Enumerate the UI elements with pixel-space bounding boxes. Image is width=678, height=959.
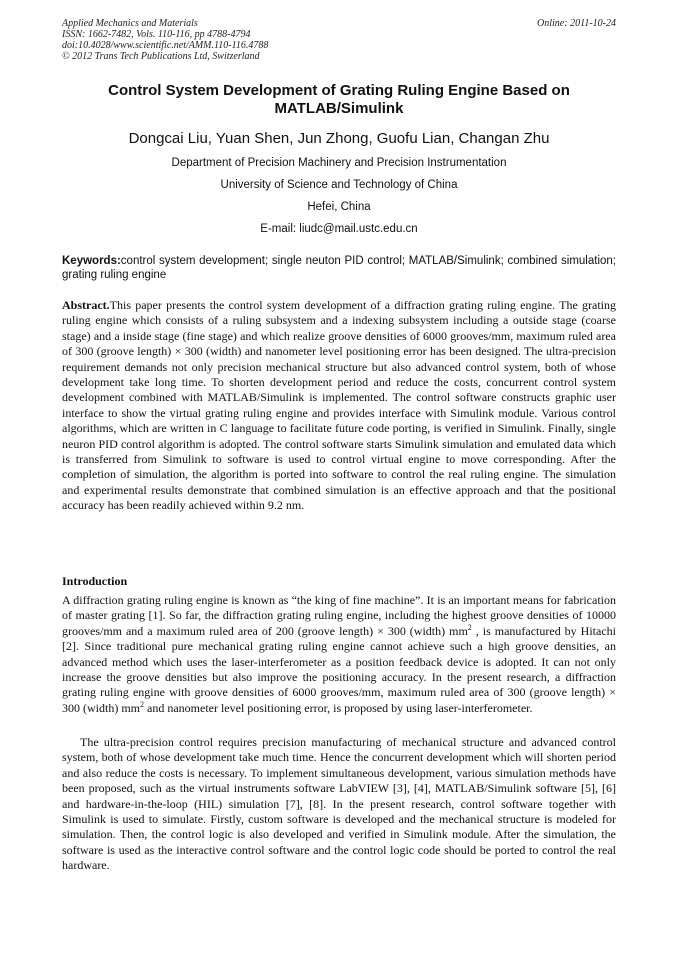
intro-p1-text-b: , is manufactured by Hitachi [2]. Since traditional pure mechanical grating ruling engine cannot achieve such a high groove densities, an advanced method which uses the laser-interferometer as a position feedback device is adopted. It can not only increase the groove densities but also improve the positioning accuracy. In the present research, a diffraction grating ruling engine with groove densities of 6000 grooves/mm, maximum ruled area of 300 (groove length) × 300 (width) mm [62,623,616,715]
copyright-line: © 2012 Trans Tech Publications Ltd, Switzerland [62,51,260,62]
intro-paragraph-1 [62,593,616,716]
intro-paragraph-2: The ultra-precision control requires precision manufacturing of mechanical structure and advanced control system, both of whose development take much time. Hence the concurrent development which will shorten period and also reduce the costs is necessary. To implement simultaneous development, various simulation methods have been proposed, such as the virtual instruments software LabVIEW [3], [4], MATLAB/Simulink software [5], [6] and hardware-in-the-loop (HIL) simulation [7], [8]. In the present research, control software together with Simulink is used to simulate. Firstly, custom software is developed and the mechanical structure is modeled for simulation. Then, the control logic is also developed and verified in Simulink module. After the simulation, the software is used as the interactive control software and the control logic code should be ported to control the real hardware. [62,735,616,873]
journal-header [62,18,616,62]
intro-p1-text-c: and nanometer level positioning error, is proposed by using laser-interferometer. [144,700,533,715]
affiliation-department: Department of Precision Machinery and Precision Instrumentation [171,157,507,169]
contact-email: E-mail: liudc@mail.ustc.edu.cn [260,223,418,235]
intro-p1-superscript-1: 2 [467,622,472,632]
intro-p1-superscript-2: 2 [140,699,144,709]
intro-p1-text-a: A diffraction grating ruling engine is known as “the king of fine machine”. It is an important means for fabrication of master grating [1]. So far, the diffraction grating ruling engine, including the highest groove densities of 10000 grooves/mm and a maximum ruled area of 200 (groove length) × 300 (width) mm [62,593,616,638]
affiliation-university: University of Science and Technology of China [220,179,458,191]
issn-line: ISSN: 1662-7482, Vols. 110-116, pp 4788-4794 [62,29,251,40]
abstract-label: Abstract. [62,298,110,312]
keywords-block [62,254,616,282]
doi-line: doi:10.4028/www.scientific.net/AMM.110-116.4788 [62,40,269,51]
paper-title: Control System Development of Grating Ruling Engine Based on MATLAB/Simulink [108,82,570,117]
section-heading-introduction: Introduction [62,574,128,588]
keywords-label: Keywords: [62,255,121,267]
online-date: Online: 2011-10-24 [537,18,616,29]
abstract-text: This paper presents the control system development of a diffraction grating ruling engine. The grating ruling engine which consists of a ruling subsystem and a indexing subsystem including a outside stage (coarse stage) and a inside stage (fine stage) and which realize groove densities of 6000 grooves/mm, maximum ruled area of 300 (groove length) × 300 (width) and nanometer level positioning error has been designed. The ultra-precision requirement demands not only precision mechanical structure but also advanced control system, both of whose development take long time. To shorten development period and reduce the costs, concurrent control system development combined with MATLAB/Simulink is implemented. The control software constructs graphic user interface to show the virtual grating ruling engine and provides interface with Simulink module. Various control algorithms, which are written in C language to facilitate future code porting, is verified in Simulink. Finally, single neuron PID control algorithm is adopted. The control software starts Simulink simulation and emulated data which is transferred from Simulink to software is used to control virtual engine to move corresponding. After the completion of simulation, the algorithm is ported into software to control the real ruling engine. The simulation and experimental results demonstrate that combined simulation is an effective approach and that the positional accuracy has been readily achieved within 9.2 nm. [62,298,616,513]
author-list: Dongcai Liu, Yuan Shen, Jun Zhong, Guofu Lian, Changan Zhu [128,130,550,147]
affiliation-city: Hefei, China [307,201,371,213]
abstract-block [62,298,616,514]
keywords-text: control system development; single neuton PID control; MATLAB/Simulink; combined simulation; grating ruling engine [62,255,616,281]
journal-name: Applied Mechanics and Materials [62,18,198,29]
